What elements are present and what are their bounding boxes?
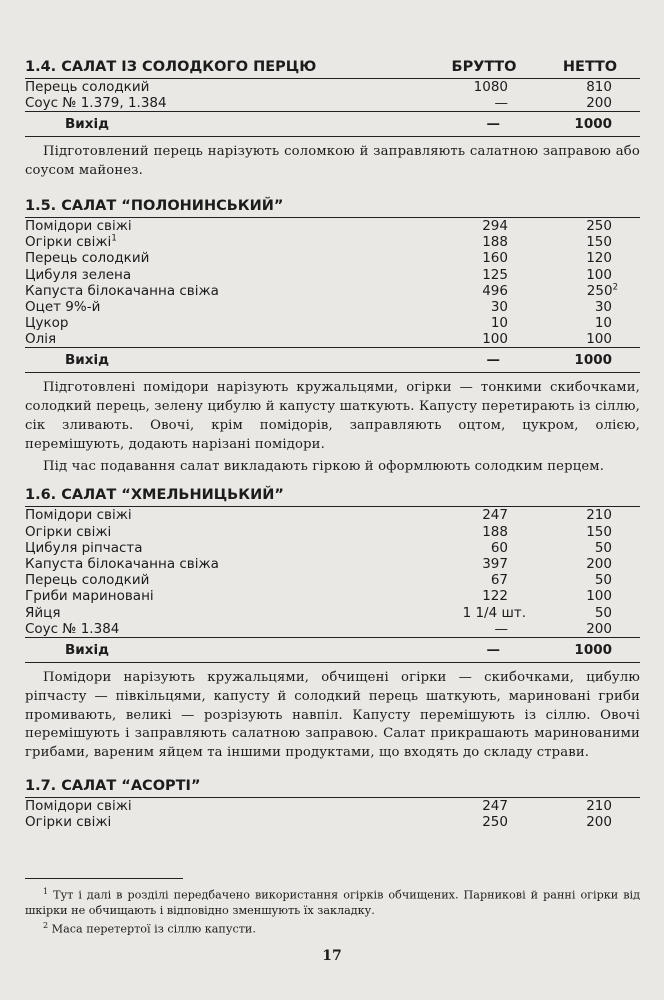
ingredient-name: Олія [25, 331, 57, 348]
ingredient-row [25, 283, 640, 299]
brutto-value: 100 [482, 331, 508, 348]
ingredient-row [25, 299, 640, 315]
ingredient-row [25, 507, 640, 523]
ingredient-row [25, 250, 640, 266]
brutto-value: — [494, 620, 508, 637]
brutto-value: 247 [482, 797, 508, 814]
netto-value: 200 [586, 620, 612, 637]
ingredient-row [25, 234, 640, 250]
section-heading [25, 484, 640, 506]
table-bottom-rule [25, 372, 640, 373]
brutto-value: 67 [490, 572, 508, 589]
yield-brutto: — [486, 352, 500, 369]
section-title: 1.5. САЛАТ “ПОЛОНИНСЬКИЙ” [25, 197, 284, 214]
brutto-value: — [494, 95, 508, 112]
ingredient-name: Цукор [25, 315, 69, 332]
footnote-text: Тут і далі в розділі передбачено використання огірків обчищених. Парникові й ранні огірки від шкірки не обчищають і відповідно зменшують їх закладку. [25, 888, 640, 917]
brutto-value: 250 [482, 814, 508, 831]
ingredient-row [25, 95, 640, 111]
ingredient-name: Оцет 9%-й [25, 298, 101, 315]
ingredient-row [25, 621, 640, 637]
netto-value-text: 250 [586, 282, 613, 299]
brutto-value: 122 [482, 588, 508, 605]
recipe-instructions: Підготовлені помідори нарізують кружальцями, огірки — тонкими скибочками, солодкий перець, зелену цибулю й капусту шаткують. Капусту перетирають із сіллю, сік зливають. Овочі, крім помідорів, заправляють оцтом, цукром, олією, перемішують, додають нарізані помідори. [25, 380, 640, 452]
recipe-instructions: Помідори нарізують кружальцями, обчищені огірки — скибочками, цибулю ріпчасту — півкільцями, капусту й солодкий перець шаткують, мариновані гриби промивають, великі — розрізують навпіл. Капусту перемішують із сіллю. Овочі перемішують і заправляють салатною заправою. Салат прикрашають маринованими грибами, вареним яйцем та іншими продуктами, що входять до складу страви. [25, 669, 640, 761]
ingredient-row [25, 331, 640, 347]
brutto-value: 1 1/4 шт. [462, 604, 526, 621]
ingredient-name: Помідори свіжі [25, 507, 132, 524]
yield-row [25, 112, 640, 136]
brutto-value: 160 [482, 250, 508, 267]
ingredient-row [25, 588, 640, 604]
footnote-ref: 2 [612, 282, 618, 293]
table-bottom-rule [25, 136, 640, 137]
footnote-mark: 1 [43, 887, 49, 896]
yield-netto: 1000 [574, 352, 612, 369]
ingredient-name: Соус № 1.379, 1.384 [25, 95, 167, 112]
ingredient-name: Перець солодкий [25, 250, 150, 267]
column-header-brutto: БРУТТО [451, 59, 517, 75]
ingredient-name: Цибуля ріпчаста [25, 539, 143, 556]
brutto-value: 294 [482, 217, 508, 234]
brutto-value: 60 [490, 539, 508, 556]
netto-value: 50 [594, 572, 612, 589]
ingredient-row [25, 267, 640, 283]
section-title: 1.6. САЛАТ “ХМЕЛЬНИЦЬКИЙ” [25, 487, 284, 504]
netto-value: 100 [586, 266, 612, 283]
yield-netto: 1000 [574, 641, 612, 658]
yield-label: Вихід [65, 641, 109, 658]
ingredient-name: Соус № 1.384 [25, 620, 120, 637]
ingredient-row [25, 556, 640, 572]
section-title: 1.7. САЛАТ “АСОРТІ” [25, 777, 201, 794]
ingredient-name: Перець солодкий [25, 79, 150, 95]
footnote-ref: 1 [111, 233, 117, 244]
brutto-value: 188 [482, 234, 508, 251]
ingredient-row [25, 798, 640, 814]
brutto-value: 125 [482, 266, 508, 283]
recipe-instructions: Підготовлений перець нарізують соломкою й заправляють салатною заправою або соусом майонез. [25, 144, 640, 179]
ingredient-name: Помідори свіжі [25, 217, 132, 234]
netto-value: 50 [594, 539, 612, 556]
recipe-1-4 [25, 56, 640, 181]
netto-value: 810 [586, 79, 612, 95]
recipe-1-6 [25, 484, 640, 762]
section-heading [25, 195, 640, 217]
column-header-netto: НЕТТО [562, 59, 618, 75]
ingredient-row [25, 524, 640, 540]
brutto-value: 10 [490, 315, 508, 332]
footnotes [25, 884, 640, 936]
ingredient-row [25, 814, 640, 830]
netto-value: 10 [594, 315, 612, 332]
netto-value: 100 [586, 588, 612, 605]
netto-value: 50 [594, 604, 612, 621]
ingredient-name: Цибуля зелена [25, 266, 132, 283]
ingredient-name: Гриби мариновані [25, 588, 154, 605]
footnote-text: Маса перетертої із сіллю капусти. [51, 922, 256, 936]
yield-label: Вихід [65, 352, 109, 369]
netto-value: 250 [586, 217, 612, 234]
netto-value: 200 [586, 556, 612, 573]
ingredient-row [25, 218, 640, 234]
ingredient-name: Капуста білокачанна свіжа [25, 556, 219, 573]
netto-value: 210 [586, 797, 612, 814]
brutto-value: 1080 [473, 79, 508, 95]
serving-instructions: Під час подавання салат викладають гіркою й оформлюють солодким перцем. [43, 458, 605, 474]
yield-brutto: — [486, 116, 500, 133]
ingredient-name: Помідори свіжі [25, 797, 132, 814]
ingredient-name: Капуста білокачанна свіжа [25, 282, 219, 299]
brutto-value: 397 [482, 556, 508, 573]
ingredient-name: Огірки свіжі [25, 523, 112, 540]
recipe-1-5 [25, 195, 640, 476]
ingredient-name: Перець солодкий [25, 572, 150, 589]
ingredient-name-text: Огірки свіжі [25, 234, 112, 251]
yield-row [25, 638, 640, 662]
brutto-value: 496 [482, 282, 508, 299]
section-title: 1.4. САЛАТ ІЗ СОЛОДКОГО ПЕРЦЮ [25, 59, 317, 75]
ingredient-name [25, 234, 440, 250]
section-heading [25, 775, 640, 797]
netto-value: 100 [586, 331, 612, 348]
ingredient-name: Огірки свіжі [25, 814, 112, 831]
ingredient-row [25, 540, 640, 556]
ingredient-row [25, 605, 640, 621]
brutto-value: 188 [482, 523, 508, 540]
footnote [25, 884, 640, 918]
brutto-value: 247 [482, 507, 508, 524]
netto-value: 200 [586, 95, 612, 112]
yield-brutto: — [486, 641, 500, 658]
page-content [25, 56, 640, 830]
ingredient-name: Яйця [25, 604, 61, 621]
footnote-mark: 2 [43, 920, 49, 930]
footnote-separator [25, 878, 183, 879]
yield-netto: 1000 [574, 116, 612, 133]
netto-value [540, 283, 640, 299]
netto-value: 30 [594, 298, 612, 315]
footnote [25, 918, 640, 937]
ingredient-row [25, 315, 640, 331]
page-number: 17 [322, 948, 342, 964]
section-heading [25, 56, 640, 78]
netto-value: 150 [586, 523, 612, 540]
netto-value: 200 [586, 814, 612, 831]
brutto-value: 30 [490, 298, 508, 315]
ingredient-row [25, 572, 640, 588]
yield-row [25, 348, 640, 372]
ingredient-row [25, 79, 640, 95]
netto-value: 150 [586, 234, 612, 251]
netto-value: 120 [586, 250, 612, 267]
yield-label: Вихід [65, 116, 109, 133]
table-bottom-rule [25, 662, 640, 663]
netto-value: 210 [586, 507, 612, 524]
recipe-1-7 [25, 775, 640, 830]
